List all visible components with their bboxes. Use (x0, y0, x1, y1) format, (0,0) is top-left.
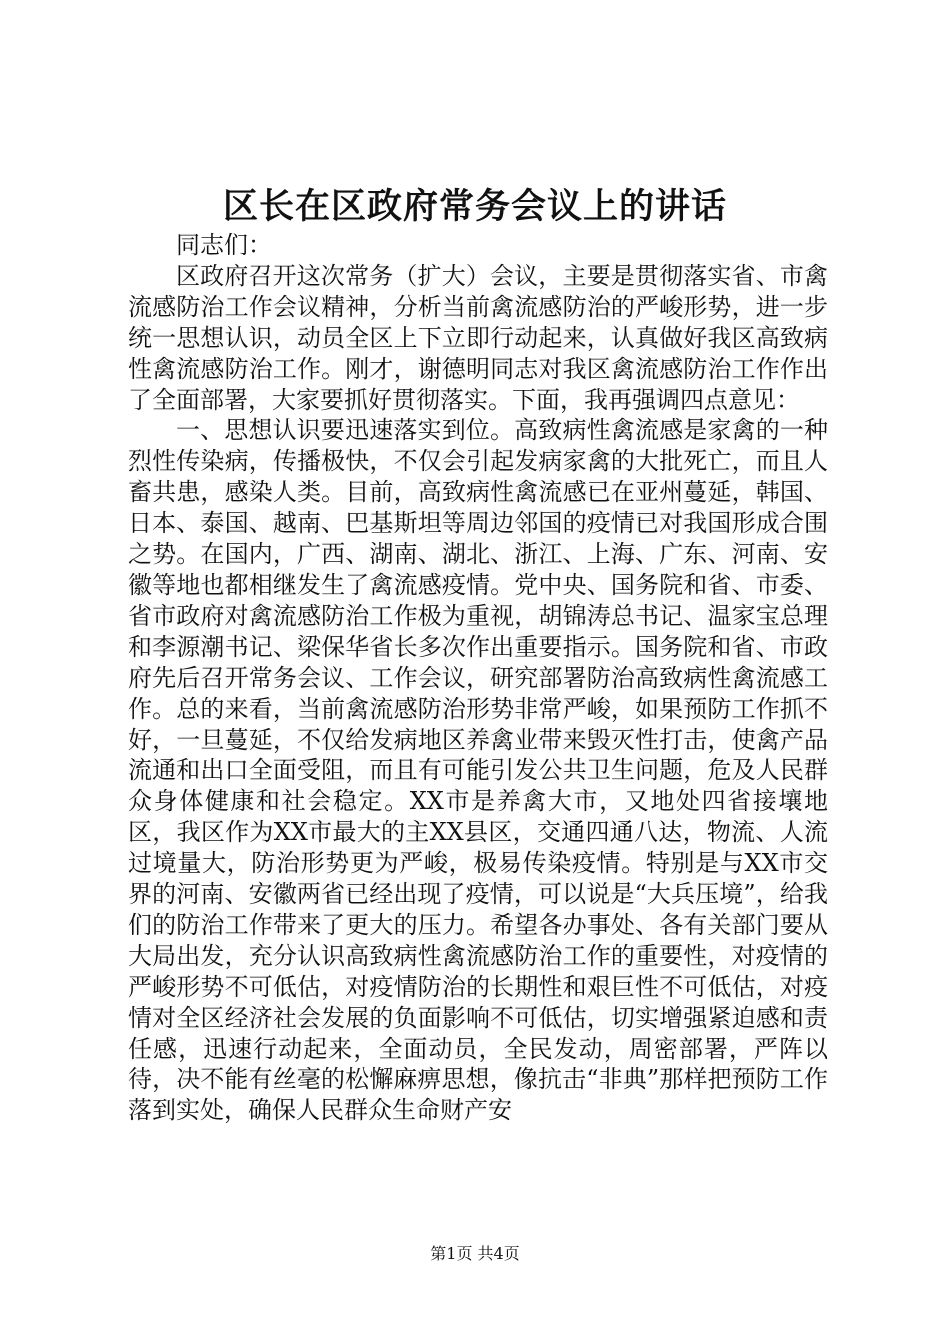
salutation-paragraph: 同志们： (176, 231, 272, 259)
document-title: 区长在区政府常务会议上的讲话 (222, 186, 727, 227)
section-one-paragraph: 一、思想认识要迅速落实到位。高致病性禽流感是家禽的一种烈性传染病，传播极快，不仅会引起发病家禽的大批死亡，而且人畜共患，感染人类。目前，高致病性禽流感已在亚州蔓延，韩国、日本、泰国、越南、巴基斯坦等周边邻国的疫情已对我国形成合围之势。在国内，广西、湖南、湖北、浙江、上海、广东、河南、安徽等地也都相继发生了禽流感疫情。党中央、国务院和省、市委、省市政府对禽流感防治工作极为重视，胡锦涛总书记、温家宝总理和李源潮书记、梁保华省长多次作出重要指示。国务院和省、市政府先后召开常务会议、工作会议，研究部署防治高致病性禽流感工作。总的来看，当前禽流感防治形势非常严峻，如果预防工作抓不好，一旦蔓延，不仅给发病地区养禽业带来毁灭性打击，使禽产品流通和出口全面受阻，而且有可能引发公共卫生问题，危及人民群众身体健康和社会稳定。XX市是养禽大市，又地处四省接壤地区，我区作为XX市最大的主XX县区，交通四通八达，物流、人流过境量大，防治形势更为严峻，极易传染疫情。特别是与XX市交界的河南、安徽两省已经出现了疫情，可以说是“大兵压境”，给我们的防治工作带来了更大的压力。希望各办事处、各有关部门要从大局出发，充分认识高致病性禽流感防治工作的重要性，对疫情的严峻形势不可低估，对疫情防治的长期性和艰巨性不可低估，对疫情对全区经济社会发展的负面影响不可低估，切实增强紧迫感和责任感，迅速行动起来，全面动员，全民发动，周密部署，严阵以待，决不能有丝毫的松懈麻痹思想，像抗击“非典”那样把预防工作落到实处，确保人民群众生命财产安 (128, 416, 828, 1125)
page-footer: 第1页 共4页 (430, 1244, 520, 1263)
document-body (128, 230, 828, 1126)
intro-paragraph: 区政府召开这次常务（扩大）会议，主要是贯彻落实省、市禽流感防治工作会议精神，分析当前禽流感防治的严峻形势，进一步统一思想认识，动员全区上下立即行动起来，认真做好我区高致病性禽流感防治工作。刚才，谢德明同志对我区禽流感防治工作作出了全面部署，大家要抓好贯彻落实。下面，我再强调四点意见： (128, 261, 828, 414)
